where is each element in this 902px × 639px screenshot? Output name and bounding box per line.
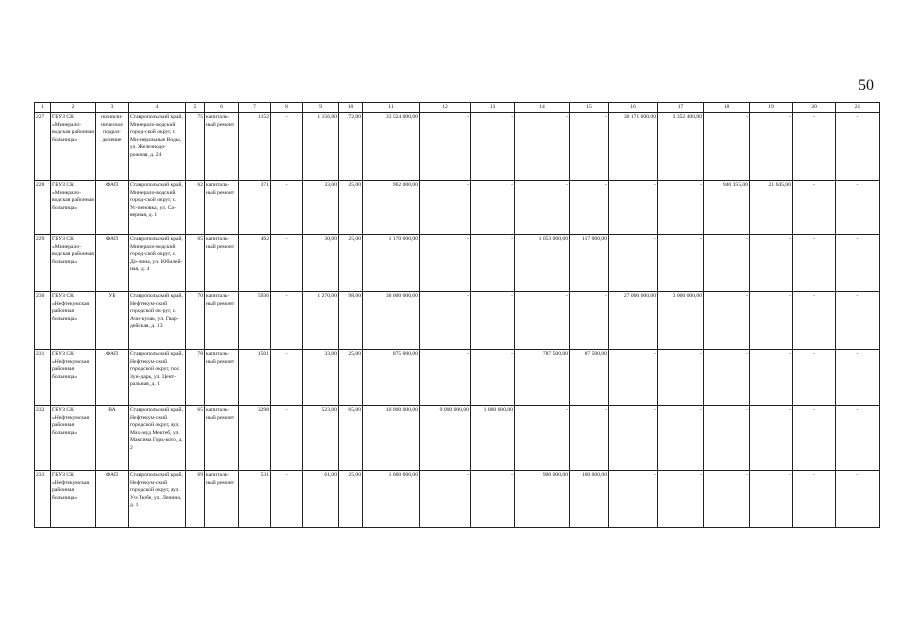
cell-col-8: - xyxy=(271,406,303,471)
cell-col-12: - xyxy=(420,235,471,292)
column-number: 7 xyxy=(239,103,271,113)
cell-col-3: поликли-ническое подраз-деление xyxy=(96,113,129,181)
cell-col-15: - xyxy=(570,181,609,235)
cell-col-2: ГБУЗ СК «Минерало-водская районная больница» xyxy=(51,181,96,235)
cell-col-18: 940 355,00 xyxy=(704,181,750,235)
cell-col-9: 61,00 xyxy=(303,471,339,528)
cell-col-18: - xyxy=(704,406,750,471)
cell-col-20: - xyxy=(793,292,836,350)
table-row xyxy=(35,292,880,350)
cell-col-4: Ставропольский край, Нефтекум-ский городской округ, аул. Мах-муд Мектеб, ул. Максима Горь-кого, д. 2 xyxy=(129,406,186,471)
cell-col-7: 531 xyxy=(239,471,271,528)
cell-col-4: Ставропольский край, Нефтекум-ский городской округ, аул. Уч-Тюбе, ул. Ленина, д. 1 xyxy=(129,471,186,528)
cell-col-17: - xyxy=(658,406,704,471)
cell-col-18: - xyxy=(704,292,750,350)
cell-col-10: 65,00 xyxy=(339,406,363,471)
cell-col-17: 3 000 000,00 xyxy=(658,292,704,350)
cell-col-4: Ставропольский край, Нефтекум-ский городской ок-руг, с. Ачи-кулак, ул. Гвар-дейская, д. 13 xyxy=(129,292,186,350)
cell-col-6: капиталь-ный ремонт xyxy=(205,181,239,235)
cell-col-6: капиталь-ный ремонт xyxy=(205,113,239,181)
cell-col-2: ГБУЗ СК «Минерало-водская районная больница» xyxy=(51,113,96,181)
cell-col-17: - xyxy=(658,235,704,292)
column-number: 8 xyxy=(271,103,303,113)
cell-col-16: 27 000 000,00 xyxy=(609,292,658,350)
cell-col-20: - xyxy=(793,113,836,181)
cell-col-7: 462 xyxy=(239,235,271,292)
cell-col-11: 875 000,00 xyxy=(363,350,420,406)
cell-col-2: ГБУЗ СК «Нефтекумская районная больница» xyxy=(51,350,96,406)
cell-col-5: 65 xyxy=(186,406,205,471)
cell-col-18: - xyxy=(704,113,750,181)
column-number: 18 xyxy=(704,103,750,113)
cell-col-10: 25,00 xyxy=(339,350,363,406)
cell-col-15: - xyxy=(570,292,609,350)
cell-col-18: - xyxy=(704,471,750,528)
cell-col-16: - xyxy=(609,235,658,292)
cell-col-19: - xyxy=(750,406,793,471)
cell-col-16: - xyxy=(609,350,658,406)
cell-col-16: - xyxy=(609,181,658,235)
cell-col-12: - xyxy=(420,471,471,528)
cell-col-14: 900 000,00 xyxy=(515,471,570,528)
cell-col-1: 230 xyxy=(35,292,51,350)
cell-col-1: 232 xyxy=(35,406,51,471)
cell-col-13: - xyxy=(471,235,515,292)
cell-col-10: 72,00 xyxy=(339,113,363,181)
cell-col-17: - xyxy=(658,181,704,235)
cell-col-3: ФАП xyxy=(96,181,129,235)
cell-col-16: 30 171 600,00 xyxy=(609,113,658,181)
cell-col-4: Ставропольский край, Минерало-водский город-ской округ, г. Ми-неральные Воды, ул. Железнодо-рожная, д. 24 xyxy=(129,113,186,181)
column-number: 10 xyxy=(339,103,363,113)
cell-col-21: - xyxy=(836,113,880,181)
cell-col-21: - xyxy=(836,292,880,350)
column-number: 14 xyxy=(515,103,570,113)
page-number: 50 xyxy=(858,77,874,94)
cell-col-10: 25,00 xyxy=(339,181,363,235)
cell-col-6: капиталь-ный ремонт xyxy=(205,406,239,471)
cell-col-20: - xyxy=(793,406,836,471)
cell-col-17: - xyxy=(658,350,704,406)
cell-col-12: 9 000 000,00 xyxy=(420,406,471,471)
table-body xyxy=(35,103,880,528)
cell-col-6: капиталь-ный ремонт xyxy=(205,471,239,528)
cell-col-9: 1 156,00 xyxy=(303,113,339,181)
cell-col-21: - xyxy=(836,350,880,406)
column-number: 21 xyxy=(836,103,880,113)
cell-col-20: - xyxy=(793,235,836,292)
cell-col-13: 1 000 000,00 xyxy=(471,406,515,471)
cell-col-3: ФАП xyxy=(96,471,129,528)
cell-col-15: - xyxy=(570,113,609,181)
cell-col-1: 229 xyxy=(35,235,51,292)
cell-col-5: 78 xyxy=(186,350,205,406)
cell-col-14: - xyxy=(515,406,570,471)
cell-col-7: 1152 xyxy=(239,113,271,181)
column-number: 12 xyxy=(420,103,471,113)
cell-col-3: ВА xyxy=(96,406,129,471)
cell-col-12: - xyxy=(420,181,471,235)
cell-col-11: 962 000,00 xyxy=(363,181,420,235)
column-number: 13 xyxy=(471,103,515,113)
cell-col-6: капиталь-ный ремонт xyxy=(205,292,239,350)
table-row xyxy=(35,471,880,528)
column-number: 9 xyxy=(303,103,339,113)
column-number: 2 xyxy=(51,103,96,113)
cell-col-19: - xyxy=(750,471,793,528)
cell-col-21: - xyxy=(836,406,880,471)
cell-col-11: 10 000 000,00 xyxy=(363,406,420,471)
cell-col-19: - xyxy=(750,235,793,292)
column-number: 3 xyxy=(96,103,129,113)
cell-col-19: - xyxy=(750,292,793,350)
cell-col-8: - xyxy=(271,235,303,292)
cell-col-12: - xyxy=(420,113,471,181)
cell-col-12: - xyxy=(420,292,471,350)
cell-col-2: ГБУЗ СК «Минерало-водская районная больница» xyxy=(51,235,96,292)
cell-col-19: - xyxy=(750,350,793,406)
cell-col-9: 1 270,00 xyxy=(303,292,339,350)
cell-col-1: 228 xyxy=(35,181,51,235)
cell-col-4: Ставропольский край, Минерало-водский город-ской округ, с. До-лина, ул. Юбилей-ная, д. 4 xyxy=(129,235,186,292)
cell-col-3: ФАП xyxy=(96,350,129,406)
cell-col-7: 1501 xyxy=(239,350,271,406)
column-number: 6 xyxy=(205,103,239,113)
cell-col-9: 523,00 xyxy=(303,406,339,471)
cell-col-6: капиталь-ный ремонт xyxy=(205,235,239,292)
cell-col-20: - xyxy=(793,181,836,235)
cell-col-17: 3 352 400,00 xyxy=(658,113,704,181)
cell-col-2: ГБУЗ СК «Нефтекумская районная больница» xyxy=(51,471,96,528)
cell-col-1: 227 xyxy=(35,113,51,181)
cell-col-8: - xyxy=(271,292,303,350)
cell-col-10: 25,00 xyxy=(339,235,363,292)
document-table xyxy=(34,102,880,528)
column-number: 20 xyxy=(793,103,836,113)
cell-col-13: - xyxy=(471,471,515,528)
cell-col-14: - xyxy=(515,292,570,350)
cell-col-10: 25,00 xyxy=(339,471,363,528)
table-row xyxy=(35,235,880,292)
column-number: 11 xyxy=(363,103,420,113)
table-row xyxy=(35,350,880,406)
column-number: 4 xyxy=(129,103,186,113)
cell-col-5: 62 xyxy=(186,181,205,235)
table-row xyxy=(35,406,880,471)
column-number: 17 xyxy=(658,103,704,113)
cell-col-9: 33,00 xyxy=(303,181,339,235)
cell-col-20: - xyxy=(793,471,836,528)
cell-col-15: - xyxy=(570,406,609,471)
cell-col-13: - xyxy=(471,292,515,350)
cell-col-21: - xyxy=(836,471,880,528)
column-number: 5 xyxy=(186,103,205,113)
cell-col-12: - xyxy=(420,350,471,406)
column-number: 19 xyxy=(750,103,793,113)
cell-col-1: 233 xyxy=(35,471,51,528)
cell-col-7: 371 xyxy=(239,181,271,235)
column-number-row xyxy=(35,103,880,113)
cell-col-13: - xyxy=(471,350,515,406)
cell-col-8: - xyxy=(271,471,303,528)
cell-col-15: 100 000,00 xyxy=(570,471,609,528)
cell-col-5: 69 xyxy=(186,471,205,528)
cell-col-8: - xyxy=(271,350,303,406)
cell-col-15: 117 000,00 xyxy=(570,235,609,292)
cell-col-7: 5936 xyxy=(239,292,271,350)
cell-col-19: 21 645,00 xyxy=(750,181,793,235)
cell-col-16: - xyxy=(609,406,658,471)
cell-col-20: - xyxy=(793,350,836,406)
cell-col-5: 65 xyxy=(186,235,205,292)
cell-col-14: - xyxy=(515,181,570,235)
cell-col-18: - xyxy=(704,350,750,406)
cell-col-2: ГБУЗ СК «Нефтекумская районная больница» xyxy=(51,292,96,350)
cell-col-9: 30,00 xyxy=(303,235,339,292)
cell-col-14: - xyxy=(515,113,570,181)
cell-col-4: Ставропольский край, Минерало-водский город-ской округ, с. Ус-пеновка, ул. Са-верная, д. 1 xyxy=(129,181,186,235)
cell-col-16: - xyxy=(609,471,658,528)
cell-col-3: УБ xyxy=(96,292,129,350)
column-number: 1 xyxy=(35,103,51,113)
column-number: 16 xyxy=(609,103,658,113)
cell-col-15: 87 500,00 xyxy=(570,350,609,406)
cell-col-9: 33,00 xyxy=(303,350,339,406)
table-row xyxy=(35,113,880,181)
cell-col-7: 3298 xyxy=(239,406,271,471)
cell-col-3: ФАП xyxy=(96,235,129,292)
table-row xyxy=(35,181,880,235)
cell-col-10: 98,00 xyxy=(339,292,363,350)
cell-col-14: 1 053 000,00 xyxy=(515,235,570,292)
cell-col-1: 231 xyxy=(35,350,51,406)
cell-col-19: - xyxy=(750,113,793,181)
cell-col-8: - xyxy=(271,113,303,181)
column-number: 15 xyxy=(570,103,609,113)
cell-col-18: - xyxy=(704,235,750,292)
cell-col-6: капиталь-ный ремонт xyxy=(205,350,239,406)
cell-col-5: 75 xyxy=(186,113,205,181)
cell-col-8: - xyxy=(271,181,303,235)
cell-col-4: Ставропольский край, Нефтекум-ский городской округ, пос. Зун-дарь, ул. Цент-ральная, д. 1 xyxy=(129,350,186,406)
cell-col-14: 787 500,00 xyxy=(515,350,570,406)
cell-col-21: - xyxy=(836,235,880,292)
cell-col-2: ГБУЗ СК «Нефтекумская районная больница» xyxy=(51,406,96,471)
cell-col-21: - xyxy=(836,181,880,235)
cell-col-11: 1 170 000,00 xyxy=(363,235,420,292)
cell-col-11: 30 000 000,00 xyxy=(363,292,420,350)
cell-col-11: 1 000 000,00 xyxy=(363,471,420,528)
cell-col-11: 33 524 000,00 xyxy=(363,113,420,181)
cell-col-5: 70 xyxy=(186,292,205,350)
cell-col-13: - xyxy=(471,181,515,235)
cell-col-17: - xyxy=(658,471,704,528)
cell-col-13: - xyxy=(471,113,515,181)
